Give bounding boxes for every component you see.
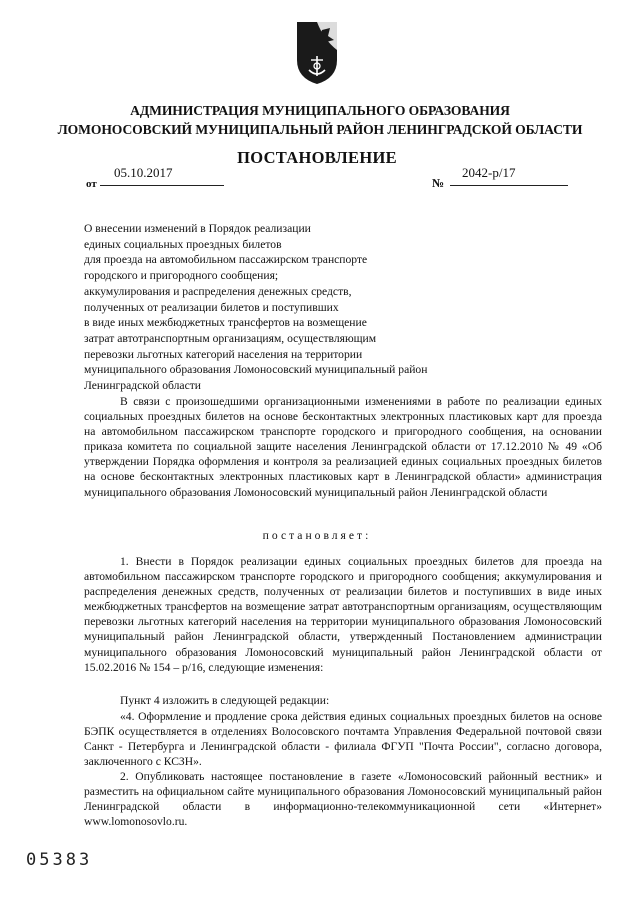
number-value: 2042-р/17 — [462, 165, 516, 180]
subject-line: единых социальных проездных билетов — [84, 237, 282, 251]
decree-word: постановляет: — [262, 529, 372, 542]
coat-of-arms-icon — [294, 20, 340, 86]
preamble-paragraph: В связи с произошедшими организационными изменениями в работе по реализации единых социальных проездных билетов на основе бесконтактных электронных пластиковых карт для проезда на автомобильном пассажирском транспорте городского и пригородного сообщения, на основании приказа комитета по социальной защите населения Ленинградской области от 17.12.2010 № 49 «Об утверждении Порядка оформления и контроля за реализацией единых социальных проездных билетов на основе бесконтактных электронных пластиковых карт в Ленинградской области» администрация муниципального образования Ломоносовский муниципальный район Ленинградской области — [84, 395, 602, 499]
subject-line: для проезда на автомобильном пассажирском транспорте — [84, 253, 368, 267]
subject-line: городского и пригородного сообщения; — [84, 269, 279, 283]
item-1-quote-paragraph: «4. Оформление и продление срока действия единых социальных проездных билетов на основе БЭПК осуществляется в отделениях Волосовского почтамта Управления Федеральной почтовой связи Санкт - Петербурга и Ленинградской области - филиала ФГУП "Почта России", согласно договора, заключенного с КСЗН». — [84, 710, 602, 769]
subject-line: аккумулирования и распределения денежных средств, — [84, 284, 352, 298]
subject-line: Ленинградской области — [84, 379, 201, 393]
subject-block — [84, 221, 504, 394]
date-value: 05.10.2017 — [114, 165, 173, 180]
subject-line: в виде иных межбюджетных трансфертов на возмещение — [84, 316, 367, 330]
item-2-paragraph: 2. Опубликовать настоящее постановление в газете «Ломоносовский районный вестник» и разместить на официальном сайте муниципального образования Ломоносовский муниципальный район Ленинградской области в информационно-телекоммуникационной сети «Интернет» www.lomonosovlo.ru. — [84, 770, 602, 829]
document-type-title: ПОСТАНОВЛЕНИЕ — [237, 148, 397, 167]
subject-line: полученных от реализации билетов и поступивших — [84, 300, 339, 314]
organization-name — [40, 101, 600, 139]
subject-line: перевозки льготных категорий населения на территории — [84, 347, 363, 361]
number-underline — [450, 185, 568, 186]
subject-line: муниципального образования Ломоносовский муниципальный район — [84, 363, 428, 377]
stamp-number: 05383 — [26, 850, 93, 870]
org-line-2: ЛОМОНОСОВСКИЙ МУНИЦИПАЛЬНЫЙ РАЙОН ЛЕНИНГРАДСКОЙ ОБЛАСТИ — [57, 122, 583, 137]
date-prefix: от — [86, 178, 97, 190]
item-1-sub-paragraph: Пункт 4 изложить в следующей редакции: — [120, 694, 330, 707]
date-underline — [100, 185, 224, 186]
subject-line: затрат автотранспортным организациям, осуществляющим — [84, 331, 377, 345]
number-prefix: № — [432, 176, 445, 190]
org-line-1: АДМИНИСТРАЦИЯ МУНИЦИПАЛЬНОГО ОБРАЗОВАНИЯ — [130, 103, 510, 118]
item-1-paragraph: 1. Внести в Порядок реализации единых социальных проездных билетов для проезда на автомобильном пассажирском транспорте городского и пригородного сообщения; аккумулирования и распределения денежных средств, полученных от реализации билетов и поступивших в виде иных межбюджетных трансфертов на возмещение затрат автотранспортным организациям, осуществляющим перевозки льготных категорий населения на территории муниципального образования Ломоносовский муниципальный район Ленинградской области, утвержденный Постановлением администрации муниципального образования Ломоносовский муниципальный район Ленинградской области от 15.02.2016 № 154 – р/16, следующие изменения: — [84, 555, 602, 674]
subject-line: О внесении изменений в Порядок реализации — [84, 222, 311, 235]
